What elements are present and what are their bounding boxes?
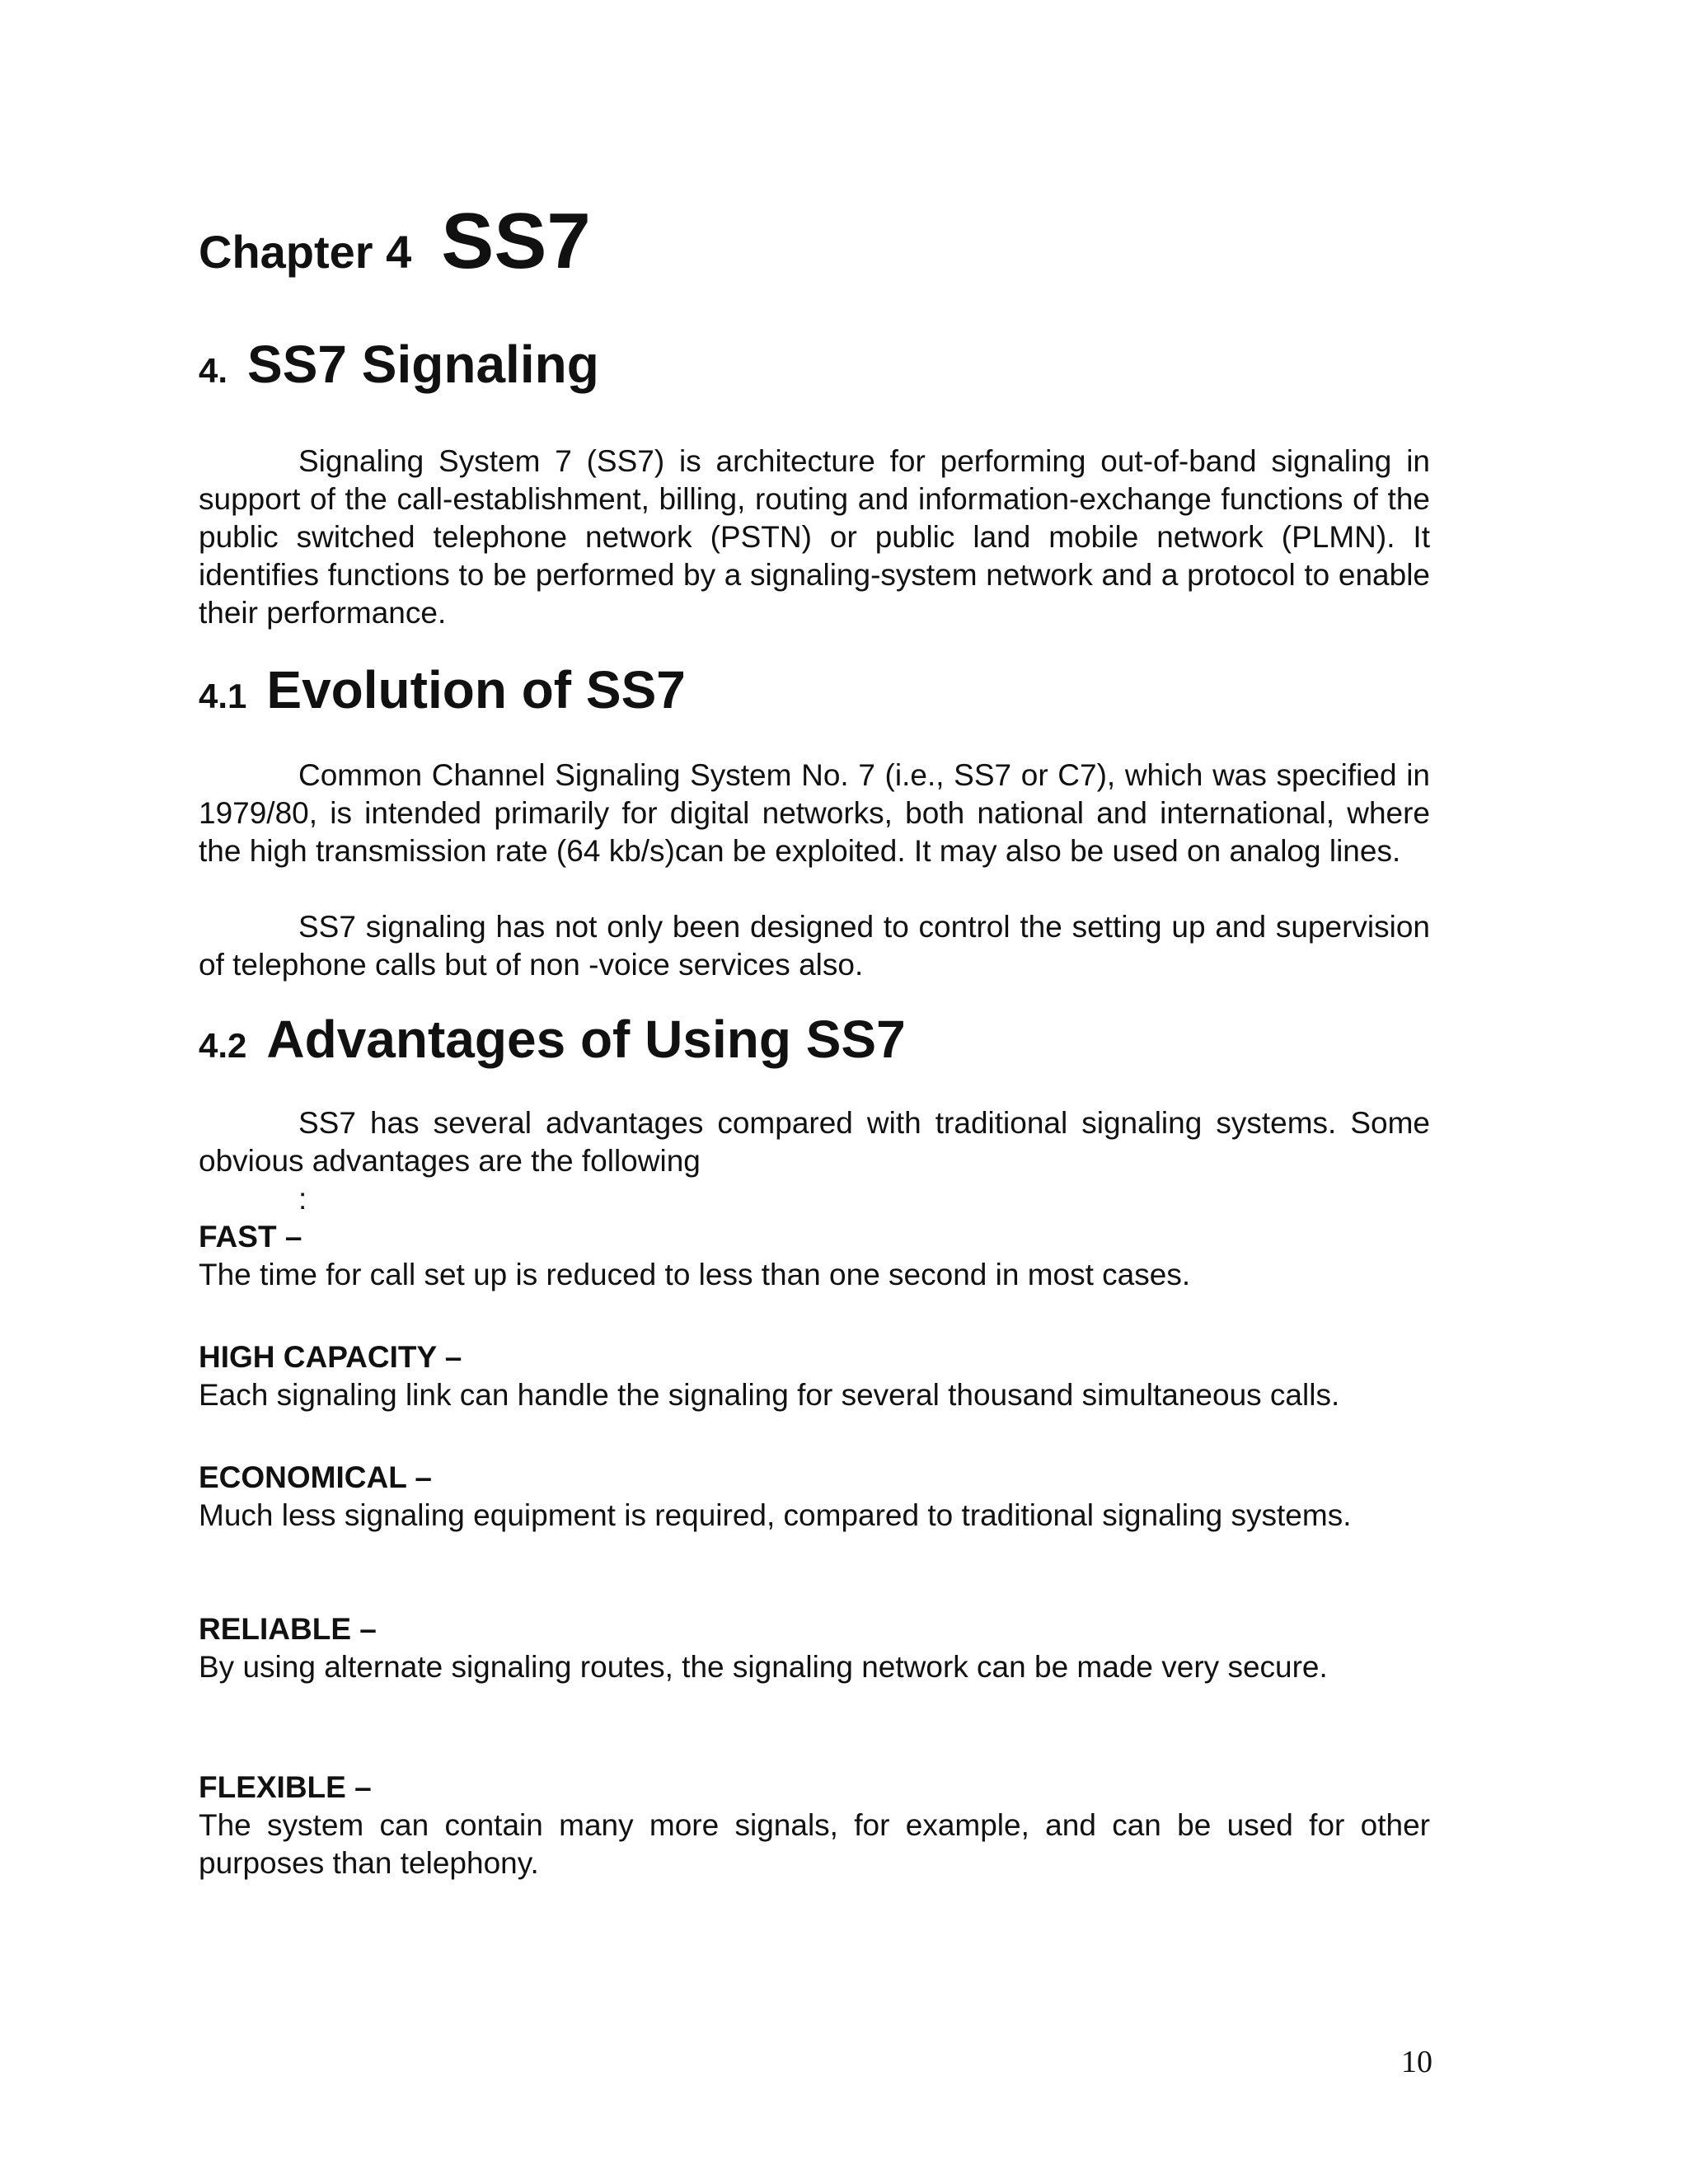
advantage-term-flexible: FLEXIBLE – <box>199 1770 372 1804</box>
section-heading-evolution <box>199 659 686 720</box>
section-number: 4. <box>199 351 228 390</box>
chapter-name: SS7 <box>441 197 591 285</box>
advantage-term-high-capacity: HIGH CAPACITY – <box>199 1340 462 1374</box>
chapter-heading <box>199 196 591 287</box>
stray-colon: : <box>298 1182 307 1216</box>
section-number: 4.2 <box>199 1026 247 1065</box>
paragraph: Signaling System 7 (SS7) is architecture for performing out-of-band signaling in support of the call-establishment, billing, routing and information-exchange functions of the public switched telephone network (PSTN) or public land mobile network (PLMN). It identifies functions to be performed by a signaling-system network and a protocol to enable their performance. <box>199 444 1430 630</box>
section-title: Evolution of SS7 <box>266 660 686 719</box>
advantage-term-reliable: RELIABLE – <box>199 1612 377 1646</box>
section-title: SS7 Signaling <box>247 335 599 394</box>
advantage-description-fast: The time for call set up is reduced to less than one second in most cases. <box>199 1258 1191 1291</box>
advantage-description-economical: Much less signaling equipment is required, compared to traditional signaling systems. <box>199 1498 1352 1532</box>
page-number: 10 <box>1401 2045 1432 2079</box>
paragraph: SS7 has several advantages compared with traditional signaling systems. Some obvious advantages are the following <box>199 1106 1430 1178</box>
advantage-term-economical: ECONOMICAL – <box>199 1460 433 1494</box>
section-heading-advantages <box>199 1009 906 1070</box>
advantage-term-fast: FAST – <box>199 1220 302 1254</box>
section-number: 4.1 <box>199 677 247 715</box>
section-title: Advantages of Using SS7 <box>266 1010 906 1069</box>
paragraph: SS7 signaling has not only been designed to control the setting up and supervision of telephone calls but of non -voice services also. <box>199 910 1430 982</box>
advantage-description-high-capacity: Each signaling link can handle the signaling for several thousand simultaneous calls. <box>199 1378 1340 1412</box>
advantage-description-reliable: By using alternate signaling routes, the signaling network can be made very secure. <box>199 1650 1328 1684</box>
advantage-description-flexible: The system can contain many more signals, for example, and can be used for other purposes than telephony. <box>199 1808 1430 1880</box>
section-heading-ss7-signaling <box>199 334 599 395</box>
chapter-label: Chapter 4 <box>199 226 412 278</box>
paragraph: Common Channel Signaling System No. 7 (i.e., SS7 or C7), which was specified in 1979/80, is intended primarily for digital networks, both national and international, where the high transmission rate (64 kb/s)can be exploited. It may also be used on analog lines. <box>199 758 1430 868</box>
